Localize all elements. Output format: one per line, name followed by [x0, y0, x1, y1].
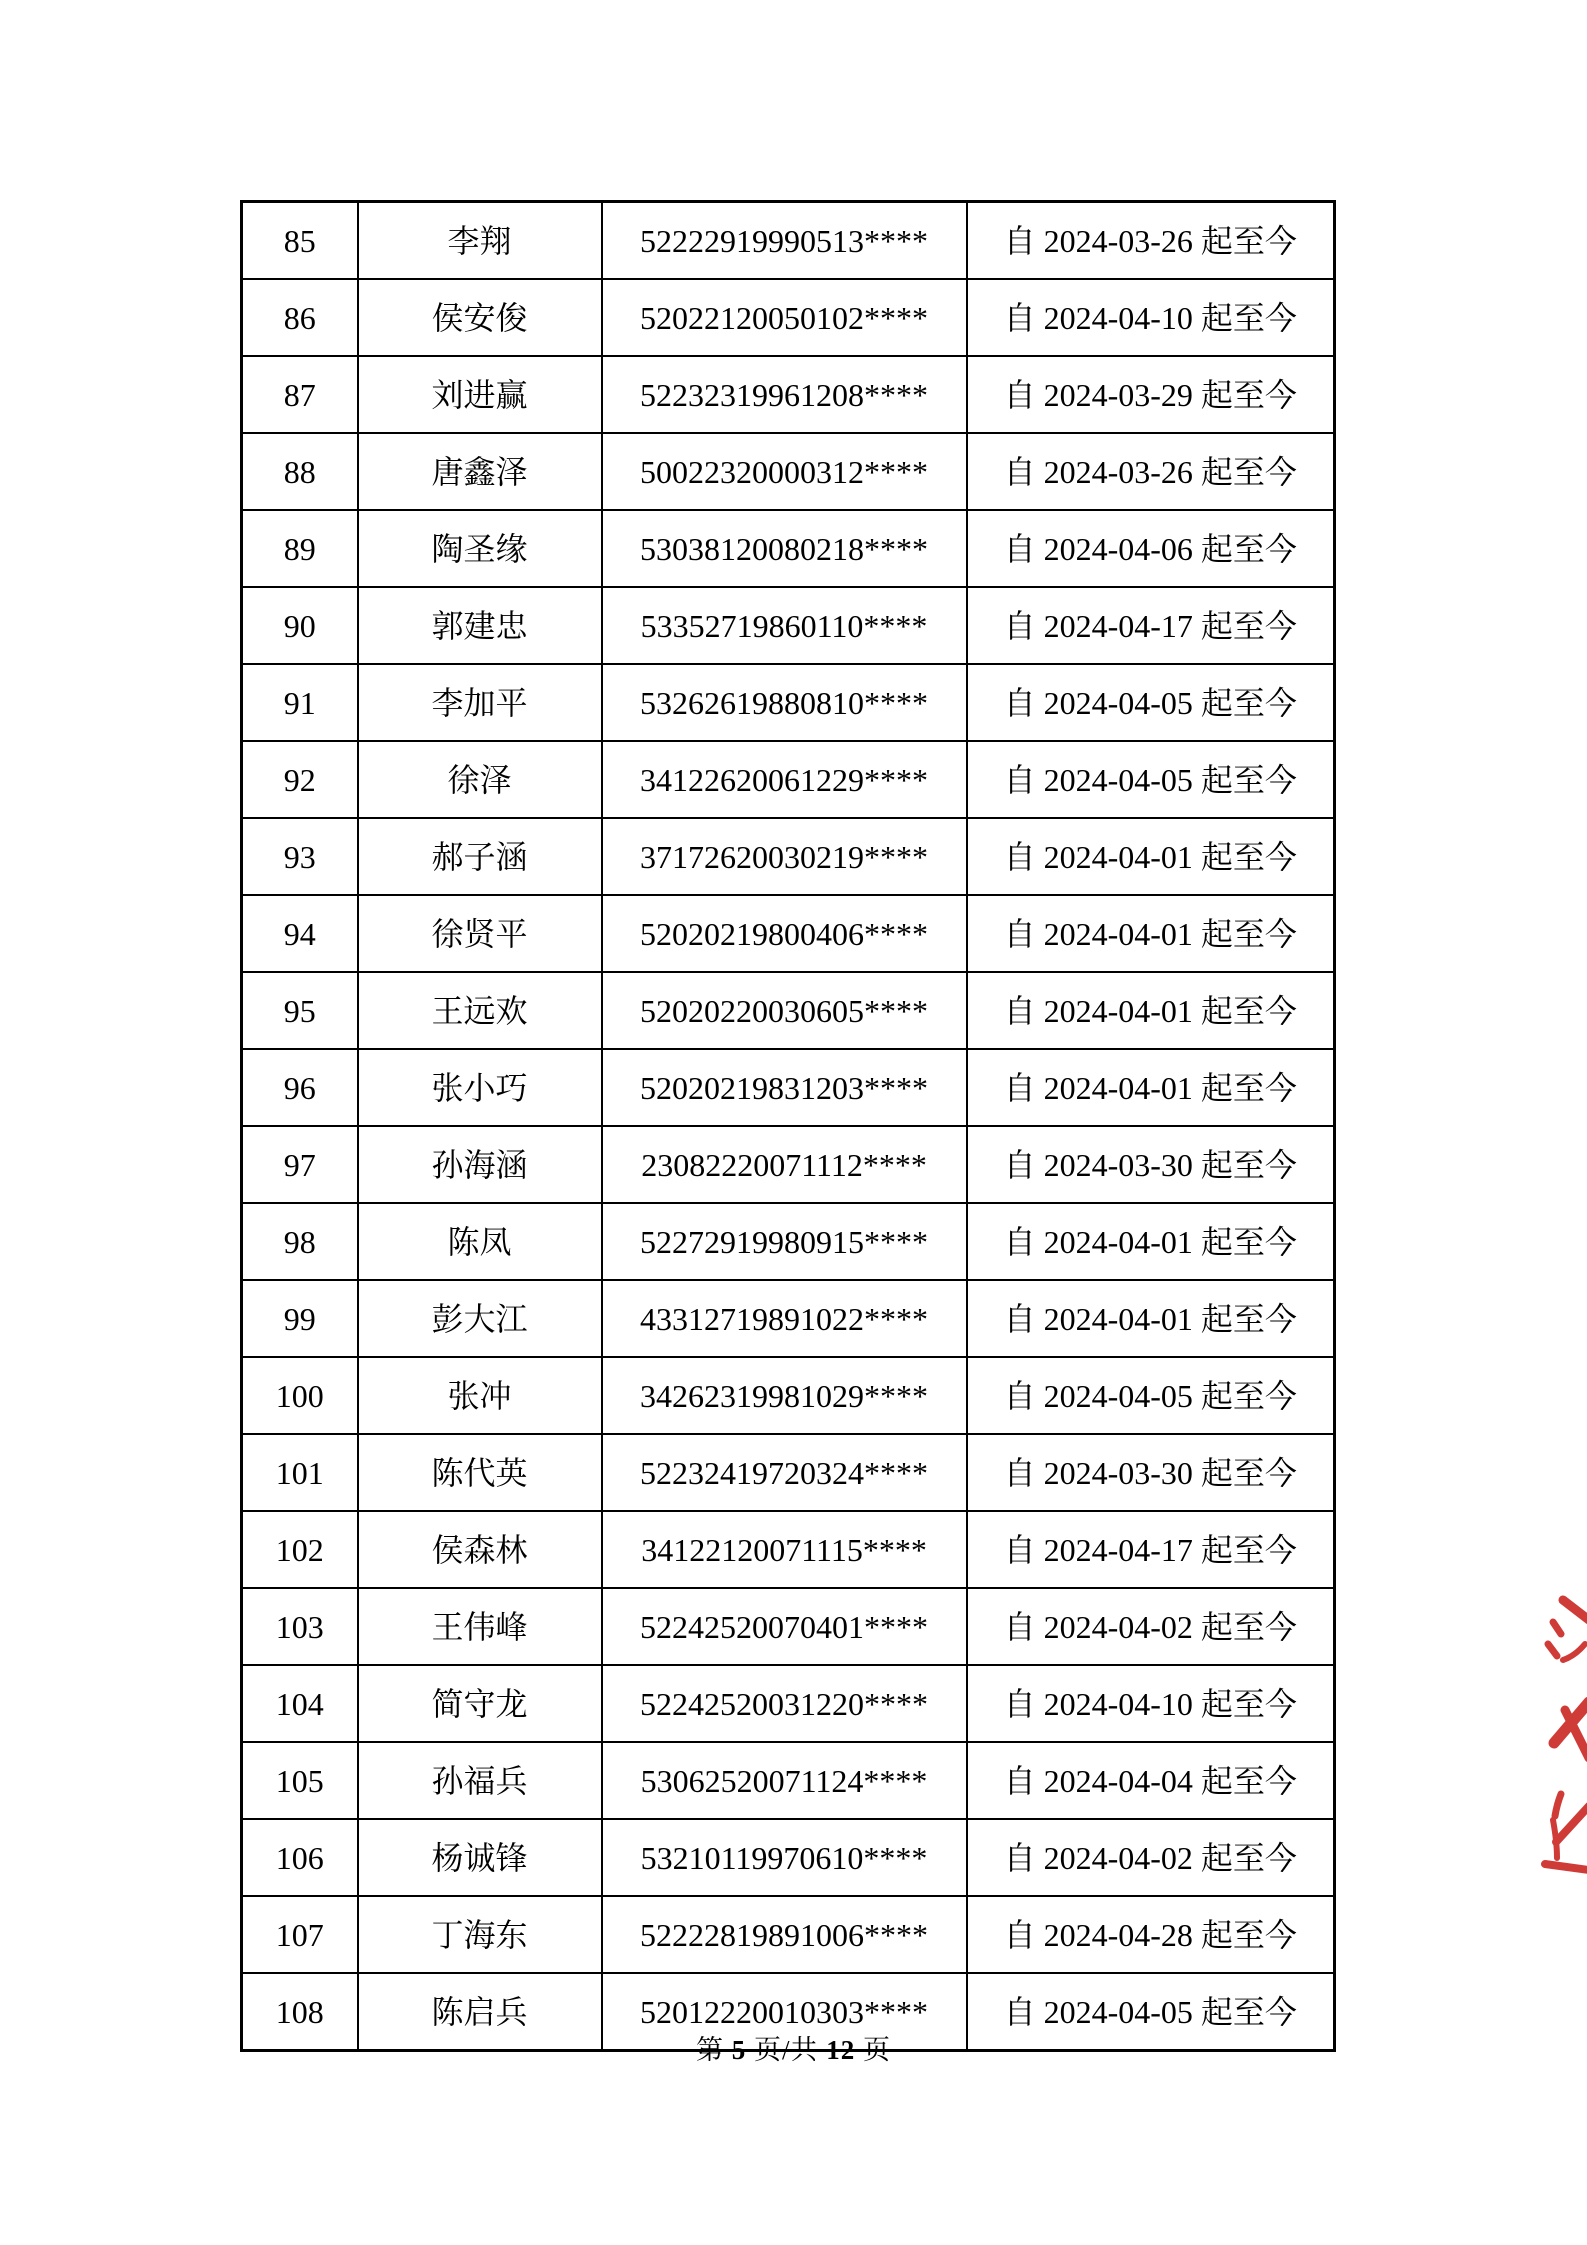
- person-name: 张小巧: [358, 1049, 602, 1126]
- validity-period: 自 2024-03-29 起至今: [967, 356, 1335, 433]
- row-index: 105: [242, 1742, 358, 1819]
- person-name: 孙海涵: [358, 1126, 602, 1203]
- row-index: 97: [242, 1126, 358, 1203]
- row-index: 106: [242, 1819, 358, 1896]
- table-row: [242, 1588, 1335, 1665]
- person-name: 李翔: [358, 202, 602, 280]
- id-number-masked: 52020220030605****: [602, 972, 967, 1049]
- id-number-masked: 34122120071115****: [602, 1511, 967, 1588]
- id-number-masked: 53038120080218****: [602, 510, 967, 587]
- table-row: [242, 202, 1335, 280]
- table-row: [242, 1896, 1335, 1973]
- table-row: [242, 433, 1335, 510]
- id-number-masked: 52272919980915****: [602, 1203, 967, 1280]
- validity-period: 自 2024-03-30 起至今: [967, 1126, 1335, 1203]
- row-index: 88: [242, 433, 358, 510]
- validity-period: 自 2024-04-06 起至今: [967, 510, 1335, 587]
- table-row: [242, 510, 1335, 587]
- person-name: 杨诚锋: [358, 1819, 602, 1896]
- row-index: 96: [242, 1049, 358, 1126]
- id-number-masked: 23082220071112****: [602, 1126, 967, 1203]
- validity-period: 自 2024-04-10 起至今: [967, 279, 1335, 356]
- row-index: 104: [242, 1665, 358, 1742]
- validity-period: 自 2024-04-17 起至今: [967, 587, 1335, 664]
- red-seal-stamp-icon: [1527, 1590, 1587, 1890]
- row-index: 95: [242, 972, 358, 1049]
- table-row: [242, 1511, 1335, 1588]
- person-name: 王伟峰: [358, 1588, 602, 1665]
- person-name: 陈凤: [358, 1203, 602, 1280]
- validity-period: 自 2024-04-05 起至今: [967, 1973, 1335, 2051]
- validity-period: 自 2024-03-26 起至今: [967, 202, 1335, 280]
- table-row: [242, 279, 1335, 356]
- validity-period: 自 2024-04-01 起至今: [967, 1049, 1335, 1126]
- id-number-masked: 52020219831203****: [602, 1049, 967, 1126]
- row-index: 101: [242, 1434, 358, 1511]
- person-name: 张冲: [358, 1357, 602, 1434]
- table-row: [242, 1357, 1335, 1434]
- id-number-masked: 53062520071124****: [602, 1742, 967, 1819]
- row-index: 89: [242, 510, 358, 587]
- validity-period: 自 2024-04-28 起至今: [967, 1896, 1335, 1973]
- table-row: [242, 1742, 1335, 1819]
- table-row: [242, 664, 1335, 741]
- person-name: 徐贤平: [358, 895, 602, 972]
- id-number-masked: 52242520070401****: [602, 1588, 967, 1665]
- person-name: 彭大江: [358, 1280, 602, 1357]
- id-number-masked: 50022320000312****: [602, 433, 967, 510]
- row-index: 87: [242, 356, 358, 433]
- validity-period: 自 2024-04-01 起至今: [967, 818, 1335, 895]
- person-name: 陶圣缘: [358, 510, 602, 587]
- footer-suffix: 页: [863, 2035, 891, 2065]
- table-row: [242, 1434, 1335, 1511]
- row-index: 103: [242, 1588, 358, 1665]
- validity-period: 自 2024-04-02 起至今: [967, 1588, 1335, 1665]
- person-name: 陈代英: [358, 1434, 602, 1511]
- validity-period: 自 2024-04-05 起至今: [967, 664, 1335, 741]
- validity-period: 自 2024-04-01 起至今: [967, 1280, 1335, 1357]
- person-name: 陈启兵: [358, 1973, 602, 2051]
- row-index: 98: [242, 1203, 358, 1280]
- person-name: 李加平: [358, 664, 602, 741]
- person-name: 郭建忠: [358, 587, 602, 664]
- row-index: 102: [242, 1511, 358, 1588]
- id-number-masked: 52222819891006****: [602, 1896, 967, 1973]
- table-row: [242, 741, 1335, 818]
- row-index: 90: [242, 587, 358, 664]
- person-name: 唐鑫泽: [358, 433, 602, 510]
- page-footer: [0, 2028, 1587, 2067]
- row-index: 108: [242, 1973, 358, 2051]
- footer-prefix: 第: [695, 2035, 724, 2065]
- validity-period: 自 2024-04-01 起至今: [967, 972, 1335, 1049]
- row-index: 93: [242, 818, 358, 895]
- person-name: 简守龙: [358, 1665, 602, 1742]
- id-number-masked: 52232419720324****: [602, 1434, 967, 1511]
- table-row: [242, 1280, 1335, 1357]
- person-name: 徐泽: [358, 741, 602, 818]
- id-number-masked: 52020219800406****: [602, 895, 967, 972]
- table-row: [242, 972, 1335, 1049]
- person-name: 丁海东: [358, 1896, 602, 1973]
- row-index: 100: [242, 1357, 358, 1434]
- person-name: 刘进赢: [358, 356, 602, 433]
- table-row: [242, 356, 1335, 433]
- table-row: [242, 587, 1335, 664]
- id-number-masked: 52022120050102****: [602, 279, 967, 356]
- person-name: 郝子涵: [358, 818, 602, 895]
- id-number-masked: 52012220010303****: [602, 1973, 967, 2051]
- row-index: 91: [242, 664, 358, 741]
- validity-period: 自 2024-04-02 起至今: [967, 1819, 1335, 1896]
- row-index: 94: [242, 895, 358, 972]
- person-name: 王远欢: [358, 972, 602, 1049]
- table-row: [242, 895, 1335, 972]
- id-number-masked: 53352719860110****: [602, 587, 967, 664]
- row-index: 107: [242, 1896, 358, 1973]
- id-number-masked: 43312719891022****: [602, 1280, 967, 1357]
- id-number-masked: 37172620030219****: [602, 818, 967, 895]
- id-number-masked: 53262619880810****: [602, 664, 967, 741]
- validity-period: 自 2024-04-05 起至今: [967, 741, 1335, 818]
- table-row: [242, 1203, 1335, 1280]
- table-row: [242, 1049, 1335, 1126]
- person-name: 侯安俊: [358, 279, 602, 356]
- table-row: [242, 1126, 1335, 1203]
- validity-period: 自 2024-04-04 起至今: [967, 1742, 1335, 1819]
- validity-period: 自 2024-03-26 起至今: [967, 433, 1335, 510]
- row-index: 92: [242, 741, 358, 818]
- row-index: 85: [242, 202, 358, 280]
- footer-separator: 页/共: [753, 2035, 819, 2065]
- id-number-masked: 34262319981029****: [602, 1357, 967, 1434]
- id-number-masked: 34122620061229****: [602, 741, 967, 818]
- id-number-masked: 52222919990513****: [602, 202, 967, 280]
- id-number-masked: 52242520031220****: [602, 1665, 967, 1742]
- validity-period: 自 2024-04-01 起至今: [967, 895, 1335, 972]
- validity-period: 自 2024-03-30 起至今: [967, 1434, 1335, 1511]
- validity-period: 自 2024-04-17 起至今: [967, 1511, 1335, 1588]
- validity-period: 自 2024-04-01 起至今: [967, 1203, 1335, 1280]
- person-name: 侯森林: [358, 1511, 602, 1588]
- roster-table: [240, 200, 1336, 2052]
- row-index: 99: [242, 1280, 358, 1357]
- id-number-masked: 52232319961208****: [602, 356, 967, 433]
- id-number-masked: 53210119970610****: [602, 1819, 967, 1896]
- table-row: [242, 818, 1335, 895]
- validity-period: 自 2024-04-05 起至今: [967, 1357, 1335, 1434]
- table-row: [242, 1819, 1335, 1896]
- table-row: [242, 1665, 1335, 1742]
- total-page-number: 12: [826, 2035, 856, 2065]
- person-name: 孙福兵: [358, 1742, 602, 1819]
- validity-period: 自 2024-04-10 起至今: [967, 1665, 1335, 1742]
- row-index: 86: [242, 279, 358, 356]
- current-page-number: 5: [731, 2035, 747, 2065]
